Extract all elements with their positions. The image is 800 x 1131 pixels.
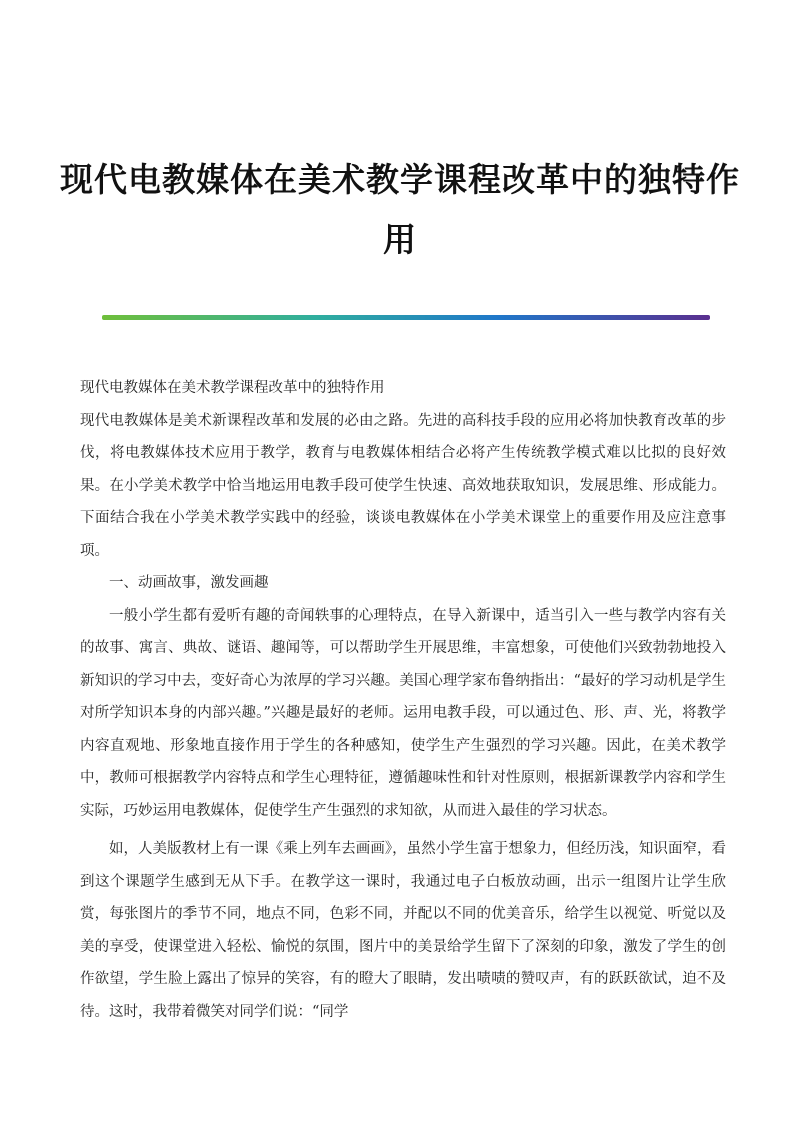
document-body [80,372,726,1028]
section-heading: 一、动画故事，激发画趣 [109,575,269,591]
subtitle-line: 现代电教媒体在美术教学课程改革中的独特作用 [80,380,385,396]
intro-paragraph: 现代电教媒体是美术新课程改革和发展的必由之路。先进的高科技手段的应用必将加快教育改革的步伐，将电教媒体技术应用于教学，教育与电教媒体相结合必将产生传统教学模式难以比拟的良好效果。在小学美术教学中恰当地运用电教手段可使学生快速、高效地获取知识，发展思维、形成能力。下面结合我在小学美术教学实践中的经验，谈谈电教媒体在小学美术课堂上的重要作用及应注意事项。 [80,412,726,559]
body-paragraph: 如，人美版教材上有一课《乘上列车去画画》，虽然小学生富于想象力，但经历浅，知识面窄，看到这个课题学生感到无从下手。在教学这一课时，我通过电子白板放动画，出示一组图片让学生欣赏，每张图片的季节不同，地点不同，色彩不同，并配以不同的优美音乐，给学生以视觉、听觉以及美的享受，使课堂进入轻松、愉悦的氛围，图片中的美景给学生留下了深刻的印象，激发了学生的创作欲望，学生脸上露出了惊异的笑容，有的瞪大了眼睛，发出啧啧的赞叹声，有的跃跃欲试，迫不及待。这时，我带着微笑对同学们说：“同学 [80,841,726,1020]
document-title: 现代电教媒体在美术教学课程改革中的独特作用 [60,160,740,259]
body-paragraph: 一般小学生都有爱听有趣的奇闻轶事的心理特点，在导入新课中，适当引入一些与教学内容有关的故事、寓言、典故、谜语、趣闻等，可以帮助学生开展思维，丰富想象，可使他们兴致勃勃地投入新知识的学习中去，变好奇心为浓厚的学习兴趣。美国心理学家布鲁纳指出：“最好的学习动机是学生对所学知识本身的内部兴趣。”兴趣是最好的老师。运用电教手段，可以通过色、形、声、光，将教学内容直观地、形象地直接作用于学生的各种感知，使学生产生强烈的学习兴趣。因此，在美术教学中，教师可根据教学内容特点和学生心理特征，遵循趣味性和针对性原则，根据新课教学内容和学生实际，巧妙运用电教媒体，促使学生产生强烈的求知欲，从而进入最佳的学习状态。 [80,607,726,819]
title-divider [102,315,710,320]
